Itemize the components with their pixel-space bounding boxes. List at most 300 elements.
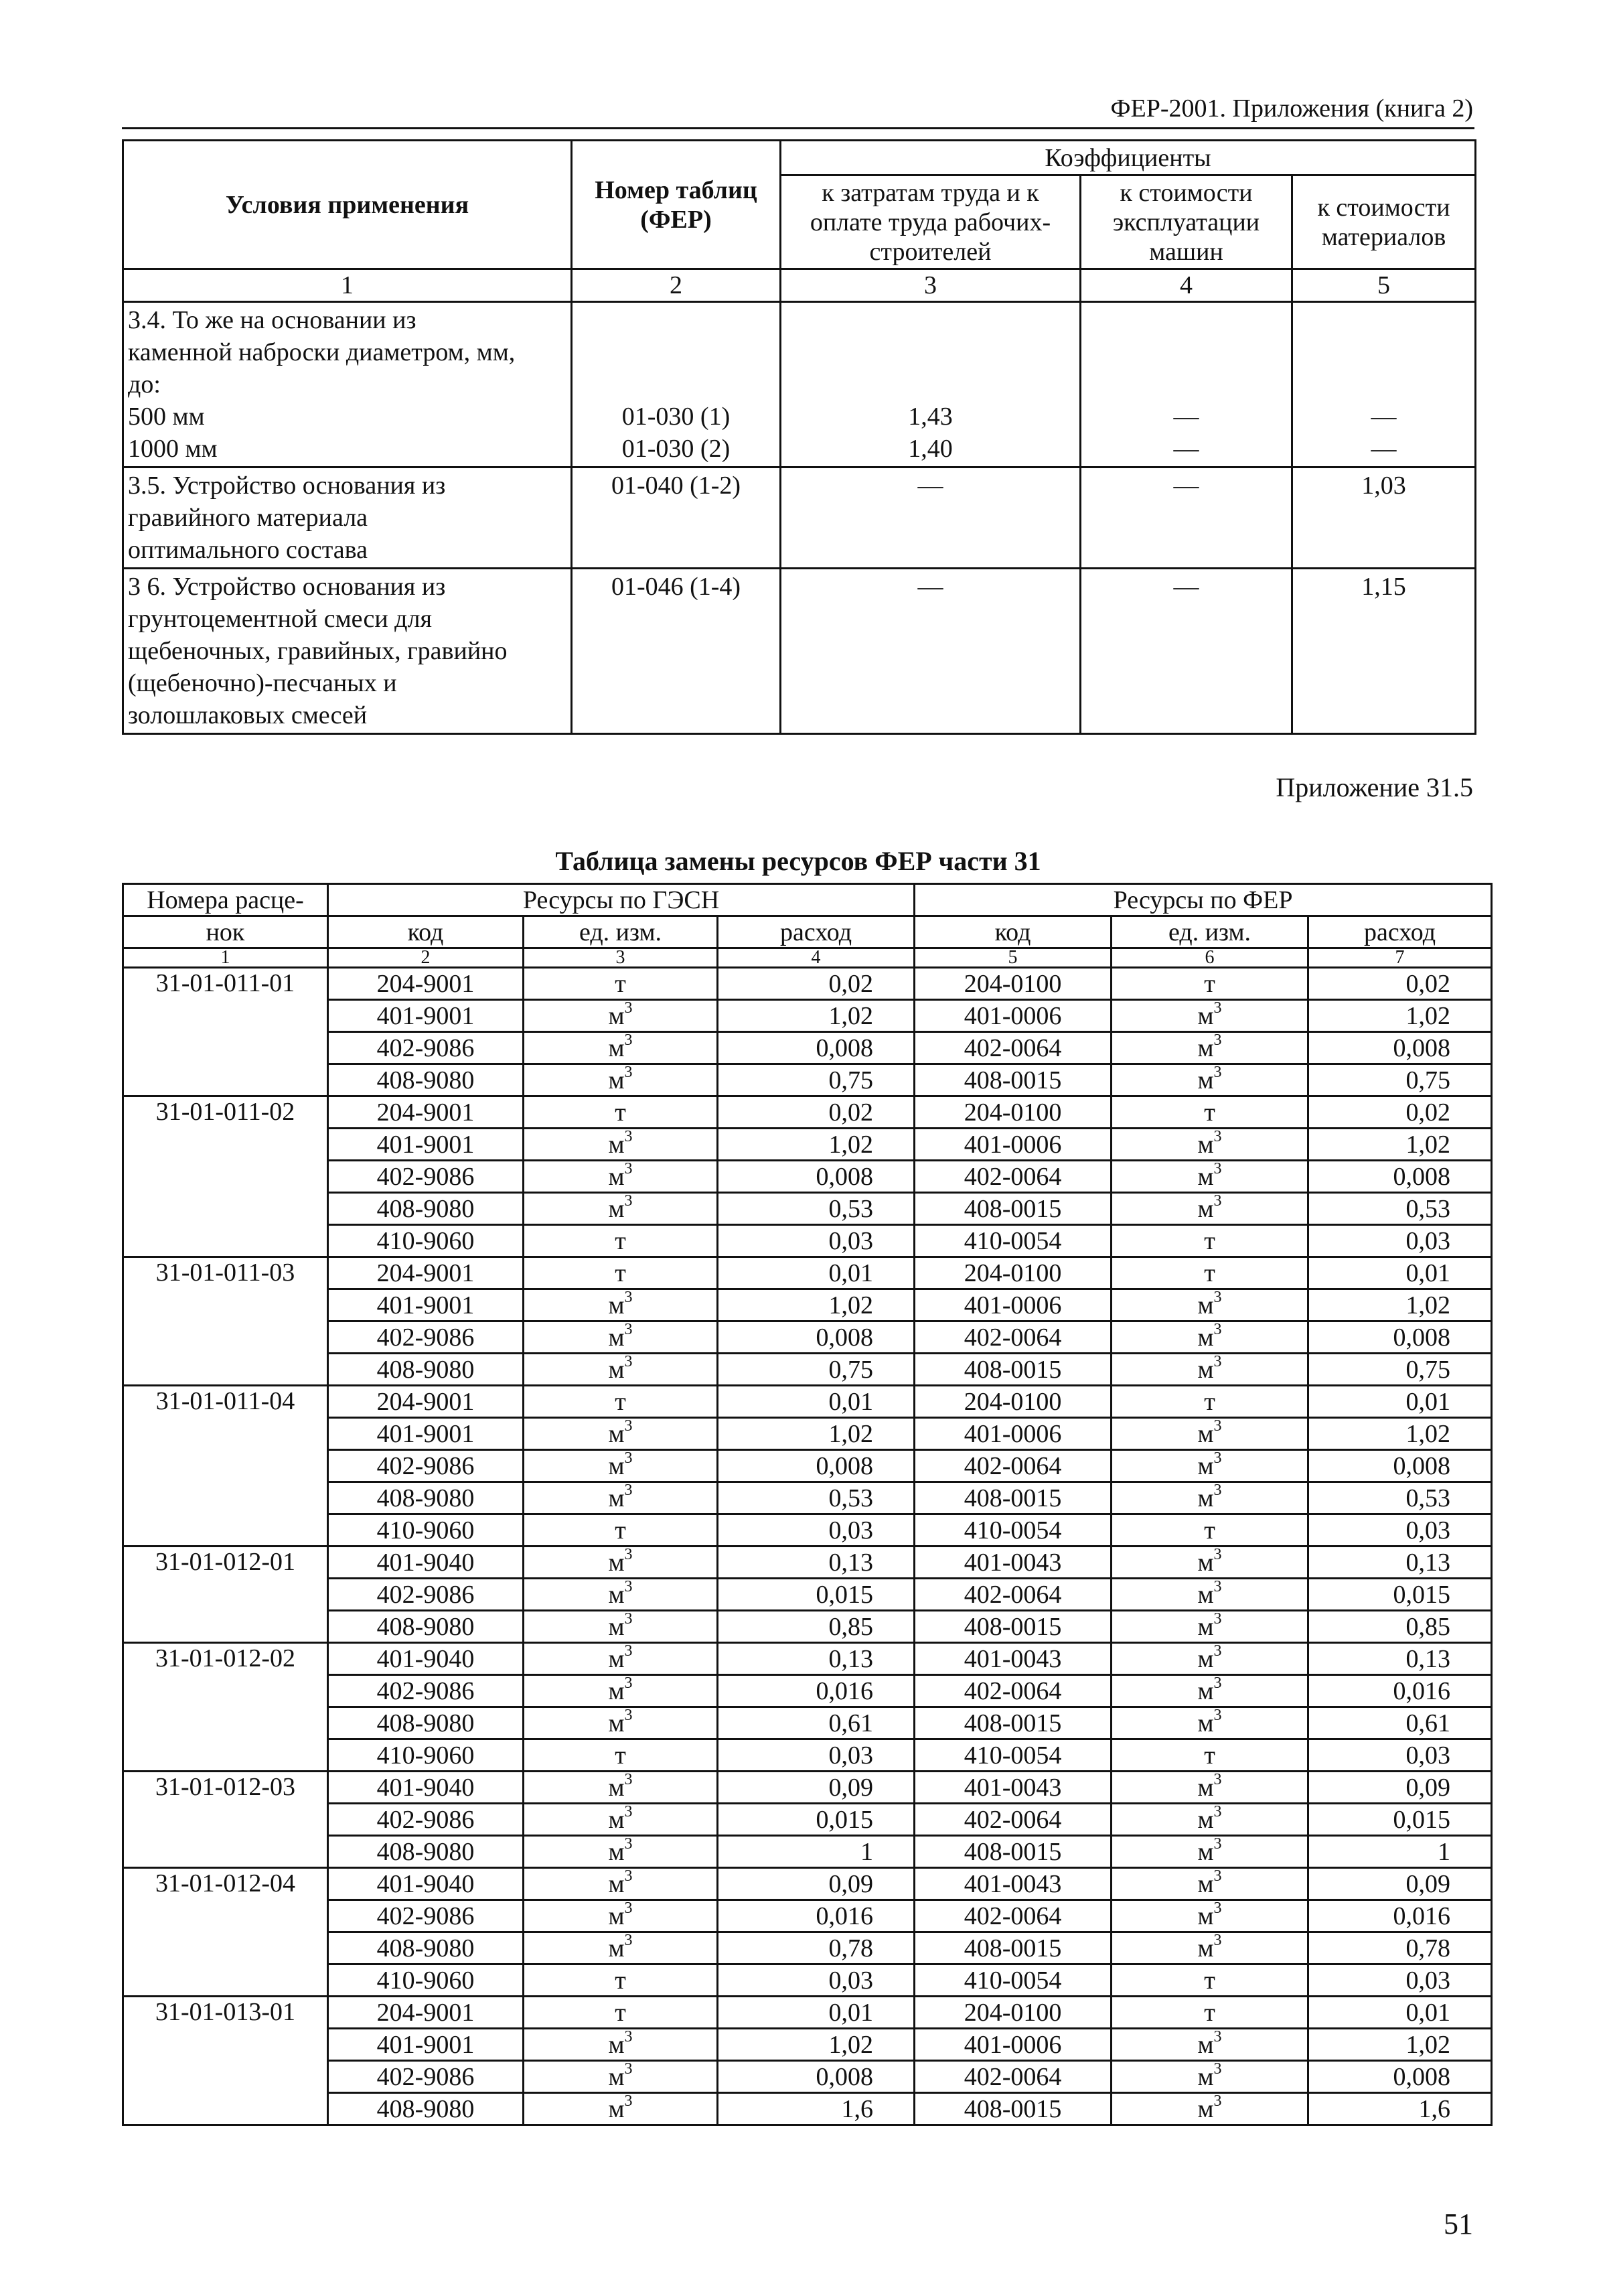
materials-value: — [1371,403,1397,431]
header-fer-unit: ед. изм. [1112,916,1308,948]
unit-symbol: т [1204,1516,1215,1545]
header-fer-code: код [915,916,1112,948]
unit-symbol: м [608,1291,625,1319]
materials-value: 1,03 [1292,468,1476,569]
fer-code: 401-0006 [915,1000,1112,1032]
header-materials-line: к стоимости [1317,193,1450,222]
table-number-cell [572,302,781,468]
unit-symbol: м [608,1645,625,1673]
unit-symbol: м [1197,1452,1214,1480]
header-materials-line: материалов [1321,222,1446,251]
fer-unit [1112,1804,1308,1836]
table-row [123,1193,1492,1225]
gesn-consumption: 0,008 [718,2061,915,2093]
header-materials [1292,175,1476,269]
unit-exponent: 3 [624,999,633,1017]
gesn-code: 408-9080 [328,1064,524,1096]
fer-consumption: 0,03 [1308,1964,1492,1997]
gesn-unit [524,1418,718,1450]
column-number: 2 [572,269,781,302]
table-row [123,968,1492,1000]
unit-symbol: м [1197,1645,1214,1673]
fer-code: 401-0043 [915,1772,1112,1804]
norm-number: 31-01-011-02 [123,1096,328,1257]
gesn-consumption: 0,008 [718,1321,915,1354]
unit-exponent: 3 [624,1160,633,1177]
condition-line: гравийного материала [128,504,368,532]
machines-value: — [1081,468,1292,569]
header-gesn-unit: ед. изм. [524,916,718,948]
table-row [123,1675,1492,1707]
fer-code: 402-0064 [915,1321,1112,1354]
unit-exponent: 3 [624,1482,633,1499]
unit-exponent: 3 [1213,1899,1222,1917]
resource-table-title: Таблица замены ресурсов ФЕР части 31 [555,846,1041,876]
fer-consumption: 1,02 [1308,1418,1492,1450]
unit-symbol: т [1204,1741,1215,1770]
gesn-consumption: 0,016 [718,1900,915,1932]
gesn-code: 401-9001 [328,1418,524,1450]
gesn-consumption: 0,03 [718,1514,915,1547]
gesn-code: 402-9086 [328,1804,524,1836]
fer-consumption: 0,03 [1308,1514,1492,1547]
fer-consumption: 0,01 [1308,1997,1492,2029]
fer-unit [1112,1257,1308,1289]
unit-exponent: 3 [1213,1449,1222,1467]
gesn-code: 402-9086 [328,1032,524,1064]
condition-cell [123,302,572,468]
table-row [123,1836,1492,1868]
fer-code: 410-0054 [915,1964,1112,1997]
coefficients-table [122,139,1476,735]
table-row [123,1804,1492,1836]
fer-code: 402-0064 [915,2061,1112,2093]
fer-consumption: 0,008 [1308,1450,1492,1482]
header-machines-line: эксплуатации [1112,208,1260,236]
header-labor [781,175,1081,269]
fer-unit [1112,1611,1308,1643]
unit-symbol: м [1197,1195,1214,1223]
fer-consumption: 0,03 [1308,1225,1492,1257]
fer-unit [1112,1096,1308,1129]
gesn-consumption: 0,03 [718,1225,915,1257]
table-row [123,1129,1492,1161]
unit-exponent: 3 [1213,1835,1222,1853]
gesn-unit [524,1386,718,1418]
fer-unit [1112,1836,1308,1868]
gesn-code: 401-9040 [328,1772,524,1804]
unit-exponent: 3 [1213,999,1222,1017]
fer-consumption: 0,008 [1308,1032,1492,1064]
fer-code: 402-0064 [915,1450,1112,1482]
fer-code: 401-0006 [915,1418,1112,1450]
fer-unit [1112,1321,1308,1354]
table-row [123,1997,1492,2029]
unit-exponent: 3 [624,1932,633,1949]
gesn-code: 204-9001 [328,1997,524,2029]
unit-exponent: 3 [624,2092,633,2110]
gesn-consumption: 0,85 [718,1611,915,1643]
header-conditions: Условия применения [123,141,572,269]
condition-cell [123,468,572,569]
fer-consumption: 0,75 [1308,1064,1492,1096]
gesn-consumption: 0,02 [718,968,915,1000]
table-row [123,2061,1492,2093]
fer-consumption: 0,03 [1308,1739,1492,1772]
unit-symbol: м [1197,1356,1214,1384]
gesn-code: 204-9001 [328,968,524,1000]
fer-code: 410-0054 [915,1225,1112,1257]
unit-symbol: т [1204,1999,1215,2027]
table-row [123,1386,1492,1418]
unit-symbol: м [608,1002,625,1030]
table-row [123,1450,1492,1482]
unit-symbol: м [608,1323,625,1352]
unit-symbol: м [608,1838,625,1866]
gesn-unit [524,1289,718,1321]
unit-exponent: 3 [1213,1674,1222,1692]
fer-code: 408-0015 [915,1611,1112,1643]
coef-row [123,468,1476,569]
condition-line: 3.4. То же на основании из [128,306,416,334]
unit-exponent: 3 [624,1417,633,1435]
materials-value: 1,15 [1292,569,1476,734]
unit-exponent: 3 [1213,1031,1222,1049]
fer-unit [1112,2093,1308,2125]
fer-unit [1112,2029,1308,2061]
header-table-number-line: Номер таблиц [595,175,757,204]
gesn-consumption: 0,01 [718,1386,915,1418]
unit-symbol: м [608,1934,625,1962]
fer-consumption: 0,01 [1308,1386,1492,1418]
table-row [123,1772,1492,1804]
gesn-consumption: 0,53 [718,1193,915,1225]
table-row [123,1707,1492,1739]
unit-symbol: т [615,1741,626,1770]
unit-exponent: 3 [1213,1707,1222,1724]
column-number: 6 [1112,948,1308,968]
fer-consumption: 0,85 [1308,1611,1492,1643]
header-machines-line: к стоимости [1120,178,1253,207]
gesn-code: 402-9086 [328,1900,524,1932]
fer-unit [1112,1418,1308,1450]
gesn-unit [524,1739,718,1772]
table-row [123,2093,1492,2125]
fer-code: 402-0064 [915,1675,1112,1707]
unit-exponent: 3 [624,1449,633,1467]
gesn-unit [524,1514,718,1547]
unit-symbol: м [608,1870,625,1898]
fer-unit [1112,1707,1308,1739]
fer-consumption: 1 [1308,1836,1492,1868]
table-row [123,1161,1492,1193]
gesn-unit [524,1964,718,1997]
gesn-code: 410-9060 [328,1514,524,1547]
fer-code: 402-0064 [915,1579,1112,1611]
unit-symbol: т [1204,1098,1215,1127]
unit-exponent: 3 [624,1803,633,1820]
fer-consumption: 1,02 [1308,1129,1492,1161]
condition-line: 1000 мм [128,435,218,463]
gesn-code: 408-9080 [328,1932,524,1964]
fer-consumption: 0,13 [1308,1643,1492,1675]
fer-code: 408-0015 [915,1482,1112,1514]
unit-exponent: 3 [1213,1128,1222,1145]
fer-unit [1112,1482,1308,1514]
gesn-code: 401-9040 [328,1643,524,1675]
fer-unit [1112,1772,1308,1804]
norm-number: 31-01-012-02 [123,1643,328,1772]
table-number: 01-030 (2) [621,435,731,463]
fer-unit [1112,1900,1308,1932]
gesn-unit [524,1321,718,1354]
machines-value: — [1081,569,1292,734]
column-number: 5 [1292,269,1476,302]
unit-exponent: 3 [624,1289,633,1306]
gesn-unit [524,1096,718,1129]
unit-symbol: т [615,1227,626,1255]
unit-symbol: т [1204,1388,1215,1416]
fer-code: 410-0054 [915,1514,1112,1547]
gesn-unit [524,1868,718,1900]
fer-unit [1112,1514,1308,1547]
norm-number: 31-01-011-04 [123,1386,328,1547]
table-row [123,1225,1492,1257]
gesn-unit [524,1257,718,1289]
table-number: 01-040 (1-2) [572,468,781,569]
gesn-unit [524,968,718,1000]
gesn-consumption: 0,53 [718,1482,915,1514]
table-row [123,1418,1492,1450]
unit-symbol: м [608,2095,625,2123]
gesn-unit [524,1611,718,1643]
fer-consumption: 0,016 [1308,1900,1492,1932]
unit-symbol: м [608,1549,625,1577]
gesn-unit [524,1032,718,1064]
unit-symbol: м [1197,1066,1214,1094]
table-row [123,1964,1492,1997]
unit-symbol: м [1197,1709,1214,1737]
unit-exponent: 3 [624,1610,633,1628]
header-gesn-resources: Ресурсы по ГЭСН [328,884,915,916]
unit-exponent: 3 [624,1353,633,1370]
gesn-code: 401-9001 [328,1129,524,1161]
gesn-consumption: 1,02 [718,1289,915,1321]
unit-exponent: 3 [624,2060,633,2078]
table-row [123,1611,1492,1643]
unit-symbol: м [1197,1934,1214,1962]
labor-value: 1,40 [908,435,953,463]
unit-symbol: м [608,1581,625,1609]
labor-cell [781,302,1081,468]
condition-line: 3.5. Устройство основания из [128,472,446,500]
gesn-consumption: 0,01 [718,1997,915,2029]
gesn-consumption: 0,09 [718,1868,915,1900]
header-table-number [572,141,781,269]
unit-exponent: 3 [1213,1192,1222,1210]
header-labor-line: оплате труда рабочих- [810,208,1051,236]
column-number: 2 [328,948,524,968]
fer-code: 408-0015 [915,2093,1112,2125]
header-norm-numbers: Номера расце- [123,884,328,916]
header-labor-line: строителей [869,237,992,266]
gesn-unit [524,1997,718,2029]
unit-symbol: м [1197,1420,1214,1448]
fer-code: 408-0015 [915,1354,1112,1386]
table-row [123,1354,1492,1386]
fer-code: 401-0043 [915,1868,1112,1900]
fer-code: 402-0064 [915,1161,1112,1193]
table-row [123,1482,1492,1514]
unit-symbol: м [1197,1549,1214,1577]
header-fer-consumption: расход [1308,916,1492,948]
fer-unit [1112,1932,1308,1964]
header-gesn-code: код [328,916,524,948]
column-number: 5 [915,948,1112,968]
fer-unit [1112,1354,1308,1386]
fer-consumption: 0,53 [1308,1193,1492,1225]
unit-exponent: 3 [1213,1160,1222,1177]
table-row [123,1514,1492,1547]
unit-symbol: м [1197,1484,1214,1512]
running-header: ФЕР-2001. Приложения (книга 2) [1110,94,1473,123]
unit-symbol: т [615,1388,626,1416]
coef-row [123,302,1476,468]
column-number: 1 [123,269,572,302]
unit-exponent: 3 [624,1642,633,1660]
unit-exponent: 3 [624,1674,633,1692]
fer-consumption: 0,02 [1308,1096,1492,1129]
condition-line: щебеночных, гравийных, гравийно [128,637,508,665]
header-machines-line: машин [1149,237,1223,266]
unit-symbol: т [1204,970,1215,998]
column-number: 7 [1308,948,1492,968]
unit-symbol: т [615,1516,626,1545]
fer-unit [1112,968,1308,1000]
unit-symbol: м [608,1677,625,1705]
unit-symbol: м [608,1356,625,1384]
gesn-unit [524,1354,718,1386]
gesn-code: 408-9080 [328,1482,524,1514]
fer-code: 401-0006 [915,2029,1112,2061]
unit-exponent: 3 [1213,1610,1222,1628]
unit-exponent: 3 [624,1321,633,1338]
header-table-number-line: (ФЕР) [640,205,712,234]
materials-cell [1292,302,1476,468]
resource-table-body [123,968,1492,2125]
unit-symbol: м [608,1709,625,1737]
fer-unit [1112,1000,1308,1032]
unit-symbol: м [608,1613,625,1641]
gesn-unit [524,1836,718,1868]
condition-line: (щебеночно)-песчаных и [128,669,397,697]
gesn-unit [524,1161,718,1193]
unit-symbol: м [608,1774,625,1802]
table-row [123,1289,1492,1321]
unit-symbol: т [615,1966,626,1995]
gesn-consumption: 0,03 [718,1964,915,1997]
unit-symbol: м [608,1806,625,1834]
unit-symbol: м [1197,1677,1214,1705]
fer-consumption: 0,01 [1308,1257,1492,1289]
gesn-consumption: 1,02 [718,1418,915,1450]
gesn-consumption: 0,75 [718,1064,915,1096]
gesn-consumption: 0,015 [718,1579,915,1611]
unit-symbol: т [615,1999,626,2027]
unit-exponent: 3 [624,1771,633,1788]
fer-unit [1112,1450,1308,1482]
gesn-consumption: 0,13 [718,1547,915,1579]
table-row [123,1643,1492,1675]
page-number: 51 [1444,2208,1473,2240]
fer-consumption: 0,008 [1308,1321,1492,1354]
column-number: 3 [781,269,1081,302]
fer-consumption: 0,09 [1308,1772,1492,1804]
unit-exponent: 3 [624,1192,633,1210]
gesn-code: 402-9086 [328,1321,524,1354]
gesn-consumption: 0,008 [718,1161,915,1193]
unit-symbol: м [608,1066,625,1094]
condition-line: золошлаковых смесей [128,701,368,729]
gesn-code: 408-9080 [328,2093,524,2125]
table-row [123,1000,1492,1032]
fer-code: 401-0006 [915,1289,1112,1321]
fer-code: 204-0100 [915,1096,1112,1129]
unit-exponent: 3 [624,1031,633,1049]
fer-code: 408-0015 [915,1932,1112,1964]
resource-replacement-table [122,883,1493,2126]
table-row [123,1868,1492,1900]
unit-exponent: 3 [1213,1803,1222,1820]
gesn-code: 401-9040 [328,1547,524,1579]
unit-exponent: 3 [624,1867,633,1885]
unit-symbol: м [608,1420,625,1448]
fer-unit [1112,1289,1308,1321]
unit-exponent: 3 [1213,2060,1222,2078]
gesn-consumption: 0,09 [718,1772,915,1804]
unit-symbol: м [1197,1870,1214,1898]
unit-exponent: 3 [1213,2092,1222,2110]
gesn-unit [524,1450,718,1482]
fer-unit [1112,1579,1308,1611]
condition-line: оптимального состава [128,536,368,564]
column-number: 4 [718,948,915,968]
machines-value: — [1173,435,1199,463]
fer-unit [1112,1225,1308,1257]
fer-unit [1112,1997,1308,2029]
fer-unit [1112,1129,1308,1161]
gesn-code: 401-9001 [328,1000,524,1032]
fer-unit [1112,1643,1308,1675]
unit-symbol: м [1197,1034,1214,1062]
table-row [123,2029,1492,2061]
fer-consumption: 0,09 [1308,1868,1492,1900]
fer-consumption: 0,008 [1308,2061,1492,2093]
gesn-code: 402-9086 [328,1675,524,1707]
unit-symbol: м [1197,1323,1214,1352]
unit-symbol: м [1197,1163,1214,1191]
gesn-consumption: 1,02 [718,1129,915,1161]
unit-symbol: м [608,1131,625,1159]
fer-code: 204-0100 [915,1257,1112,1289]
coef-row [123,569,1476,734]
unit-symbol: м [1197,1613,1214,1641]
gesn-unit [524,1932,718,1964]
unit-symbol: м [608,1163,625,1191]
fer-consumption: 0,61 [1308,1707,1492,1739]
fer-consumption: 1,02 [1308,1289,1492,1321]
labor-value: 1,43 [908,403,953,431]
